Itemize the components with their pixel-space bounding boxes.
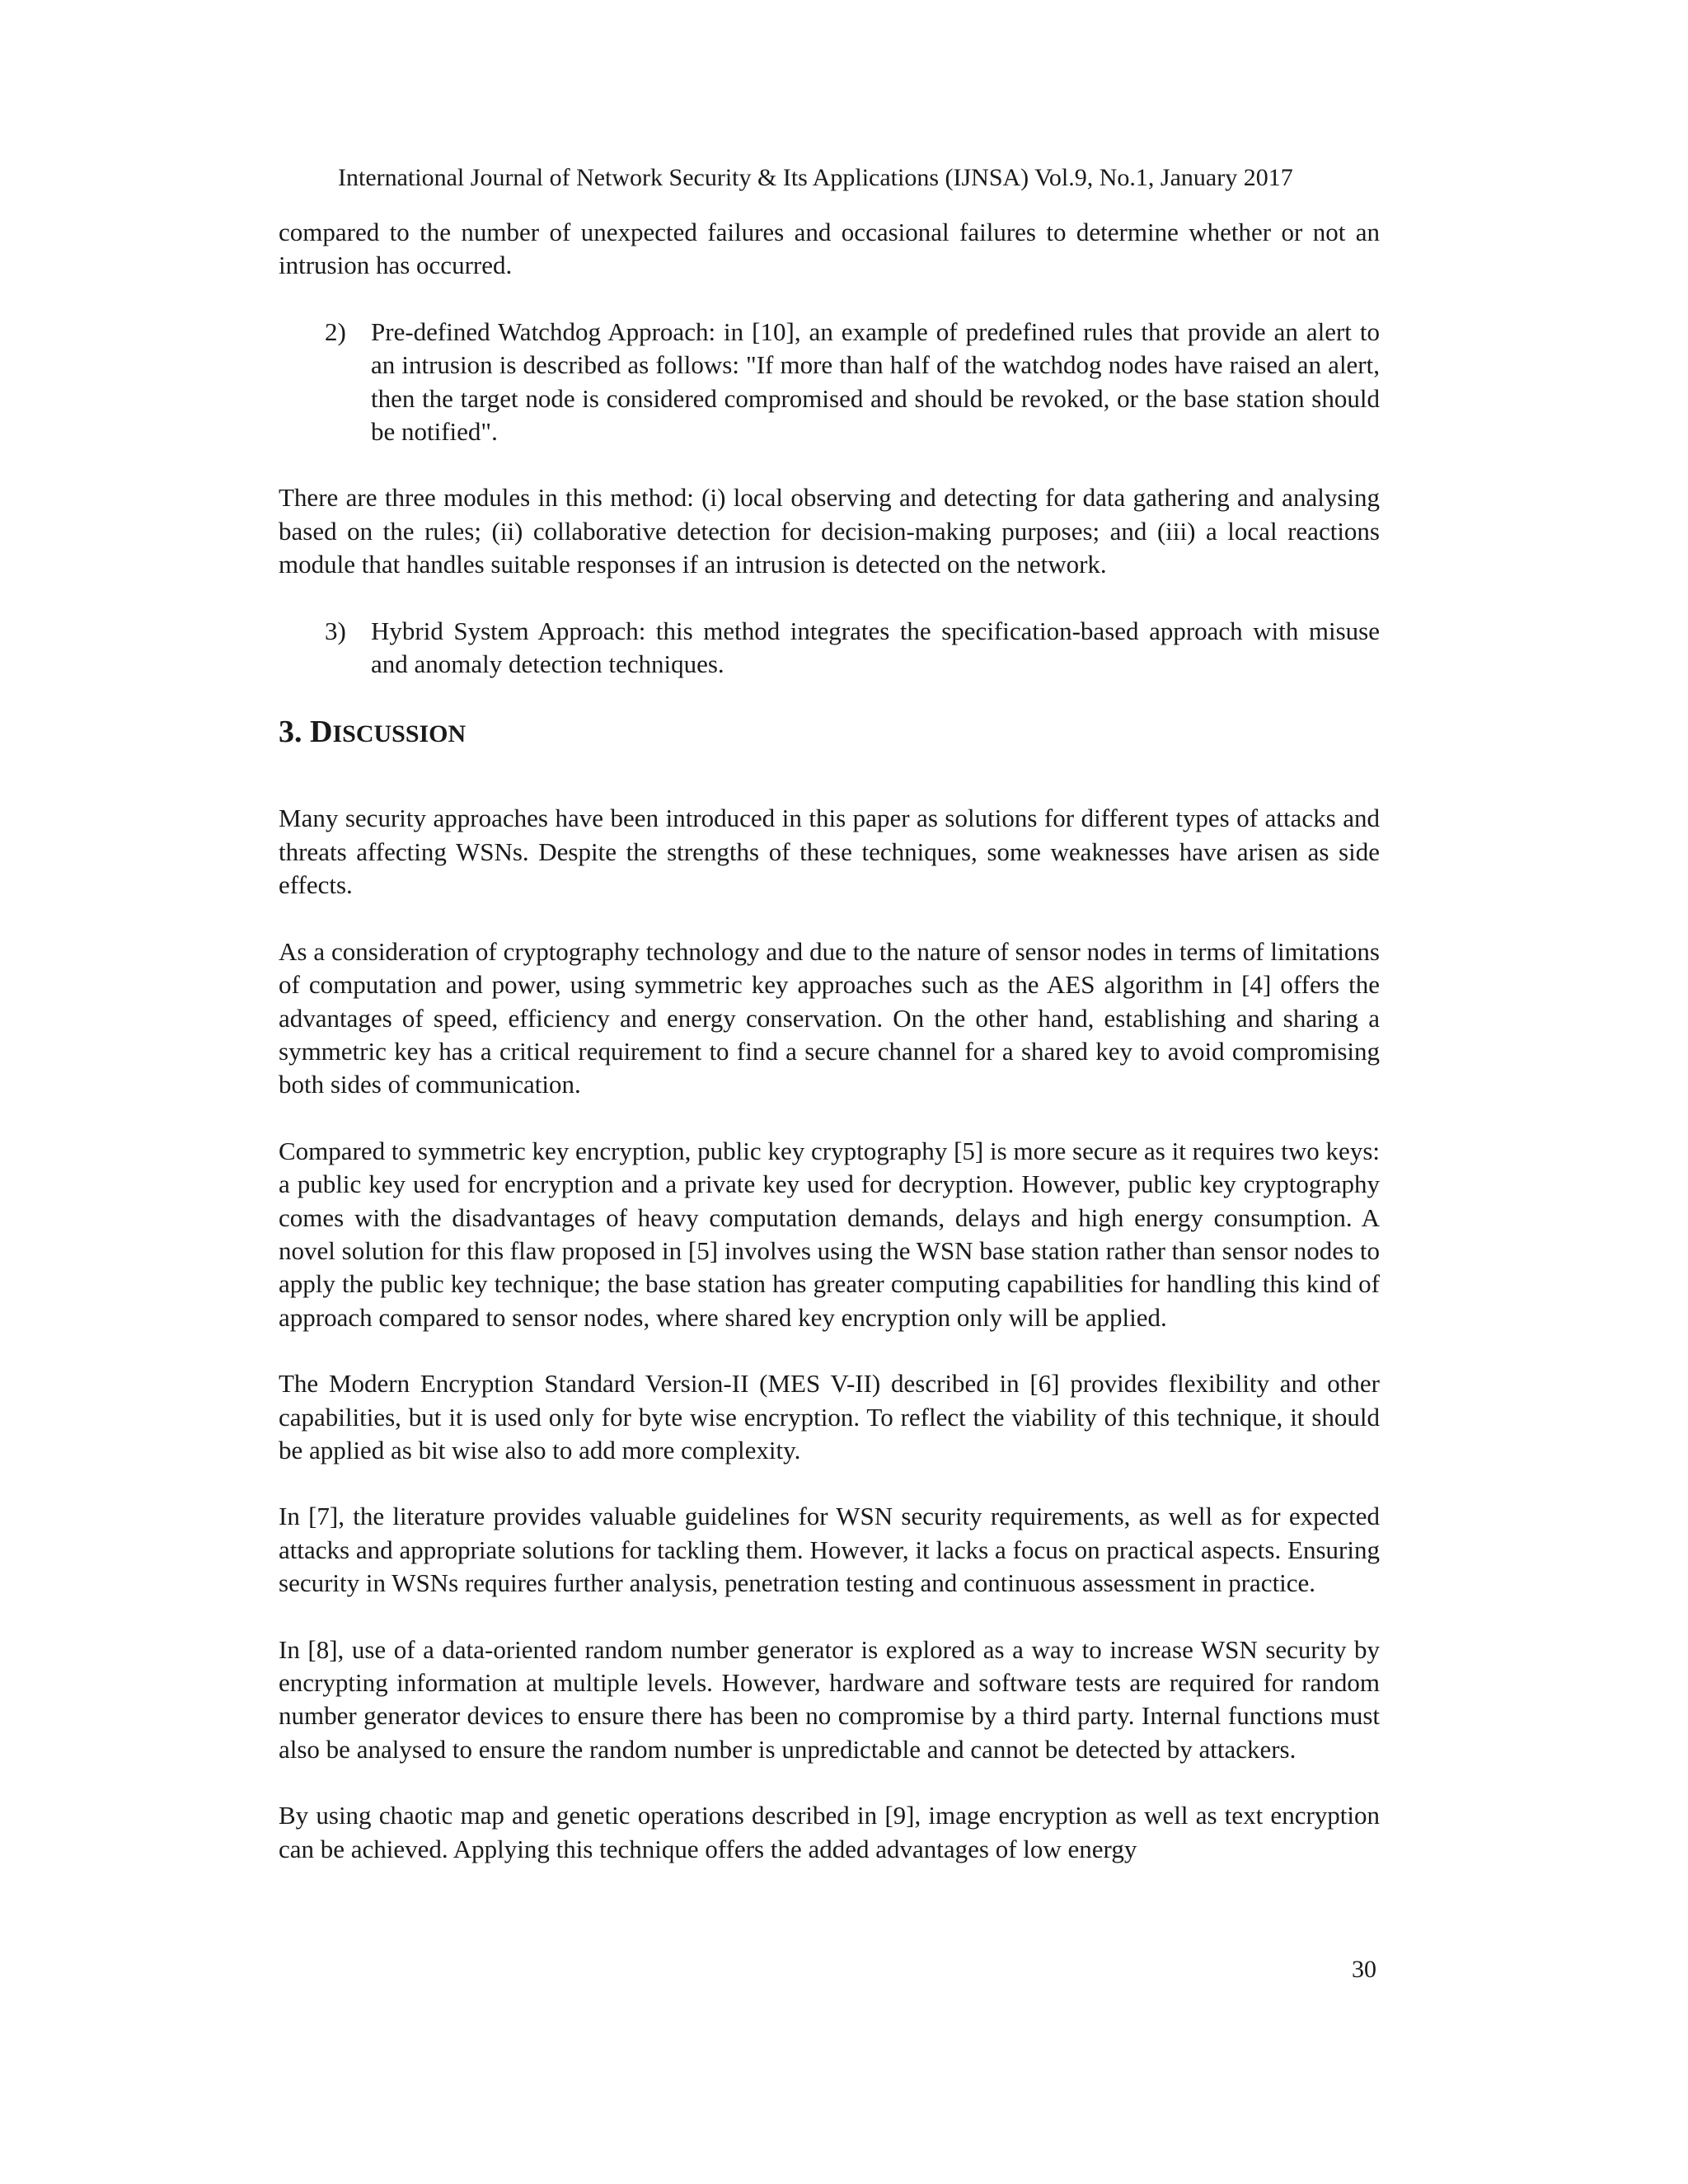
section-title-rest: ISCUSSION bbox=[332, 720, 467, 748]
list-item-text: Pre-defined Watchdog Approach: in [10], an example of predefined rules that provide an alert to an intrusion is described as follows: "If more than half of the watchdog nodes have raised an alert, then the target node is considered compromised and should be revoked, or the base station should be notified". bbox=[371, 316, 1380, 447]
continued-paragraph: compared to the number of unexpected failures and occasional failures to determine whether or not an intrusion has occurred. bbox=[279, 218, 1380, 280]
list-number: 3) bbox=[325, 616, 346, 645]
page-number: 30 bbox=[1352, 1956, 1376, 1983]
paragraph-security-approaches: Many security approaches have been introduced in this paper as solutions for different types of attacks and threats affecting WSNs. Despite the strengths of these techniques, some weaknesses have arisen as side effects. bbox=[279, 804, 1380, 900]
paragraph-public-key: Compared to symmetric key encryption, public key cryptography [5] is more secure as it requires two keys: a public key used for encryption and a private key used for decryption. However, public key cryptography comes with the disadvantages of heavy computation demands, delays and high energy consumption. A novel solution for this flaw proposed in [5] involves using the WSN base station rather than sensor nodes to apply the public key technique; the base station has greater computing capabilities for handling this kind of approach compared to sensor nodes, where shared key encryption only will be applied. bbox=[279, 1136, 1380, 1332]
body-column bbox=[279, 216, 1380, 1899]
paragraph-mes-v2: The Modern Encryption Standard Version-II (MES V-II) described in [6] provides flexibility and other capabilities, but it is used only for byte wise encryption. To reflect the viability of this technique, it should be applied as bit wise also to add more complexity. bbox=[279, 1369, 1380, 1465]
section-number: 3. bbox=[279, 715, 302, 750]
section-heading-discussion bbox=[279, 714, 1380, 752]
running-header: International Journal of Network Security & Its Applications (IJNSA) Vol.9, No.1, January 2017 bbox=[338, 164, 1293, 191]
paragraph-guidelines: In [7], the literature provides valuable guidelines for WSN security requirements, as well as for expected attacks and appropriate solutions for tackling them. However, it lacks a focus on practical aspects. Ensuring security in WSNs requires further analysis, penetration testing and continuous assessment in practice. bbox=[279, 1502, 1380, 1598]
paragraph-random-number: In [8], use of a data-oriented random number generator is explored as a way to increase WSN security by encrypting information at multiple levels. However, hardware and software tests are required for random number generator devices to ensure there has been no compromise by a third party. Internal functions must also be analysed to ensure the random number is unpredictable and cannot be detected by attackers. bbox=[279, 1634, 1380, 1764]
list-item-2 bbox=[279, 316, 1380, 449]
section-title-initial: D bbox=[310, 715, 333, 750]
modules-paragraph: There are three modules in this method: (i) local observing and detecting for data gathering and analysing based on the rules; (ii) collaborative detection for decision-making purposes; and (iii) a local reactions module that handles suitable responses if an intrusion is detected on the network. bbox=[279, 483, 1380, 579]
list-item-text: Hybrid System Approach: this method integrates the specification-based approach with misuse and anomaly detection techniques. bbox=[371, 616, 1380, 679]
list-item-3 bbox=[279, 615, 1380, 682]
list-number: 2) bbox=[325, 316, 346, 346]
paragraph-symmetric-key: As a consideration of cryptography technology and due to the nature of sensor nodes in terms of limitations of computation and power, using symmetric key approaches such as the AES algorithm in [4] offers the advantages of speed, efficiency and energy conservation. On the other hand, establishing and sharing a symmetric key has a critical requirement to find a secure channel for a shared key to avoid compromising both sides of communication. bbox=[279, 936, 1380, 1099]
paragraph-chaotic-map: By using chaotic map and genetic operations described in [9], image encryption as well as text encryption can be achieved. Applying this technique offers the added advantages of low energy bbox=[279, 1801, 1380, 1863]
